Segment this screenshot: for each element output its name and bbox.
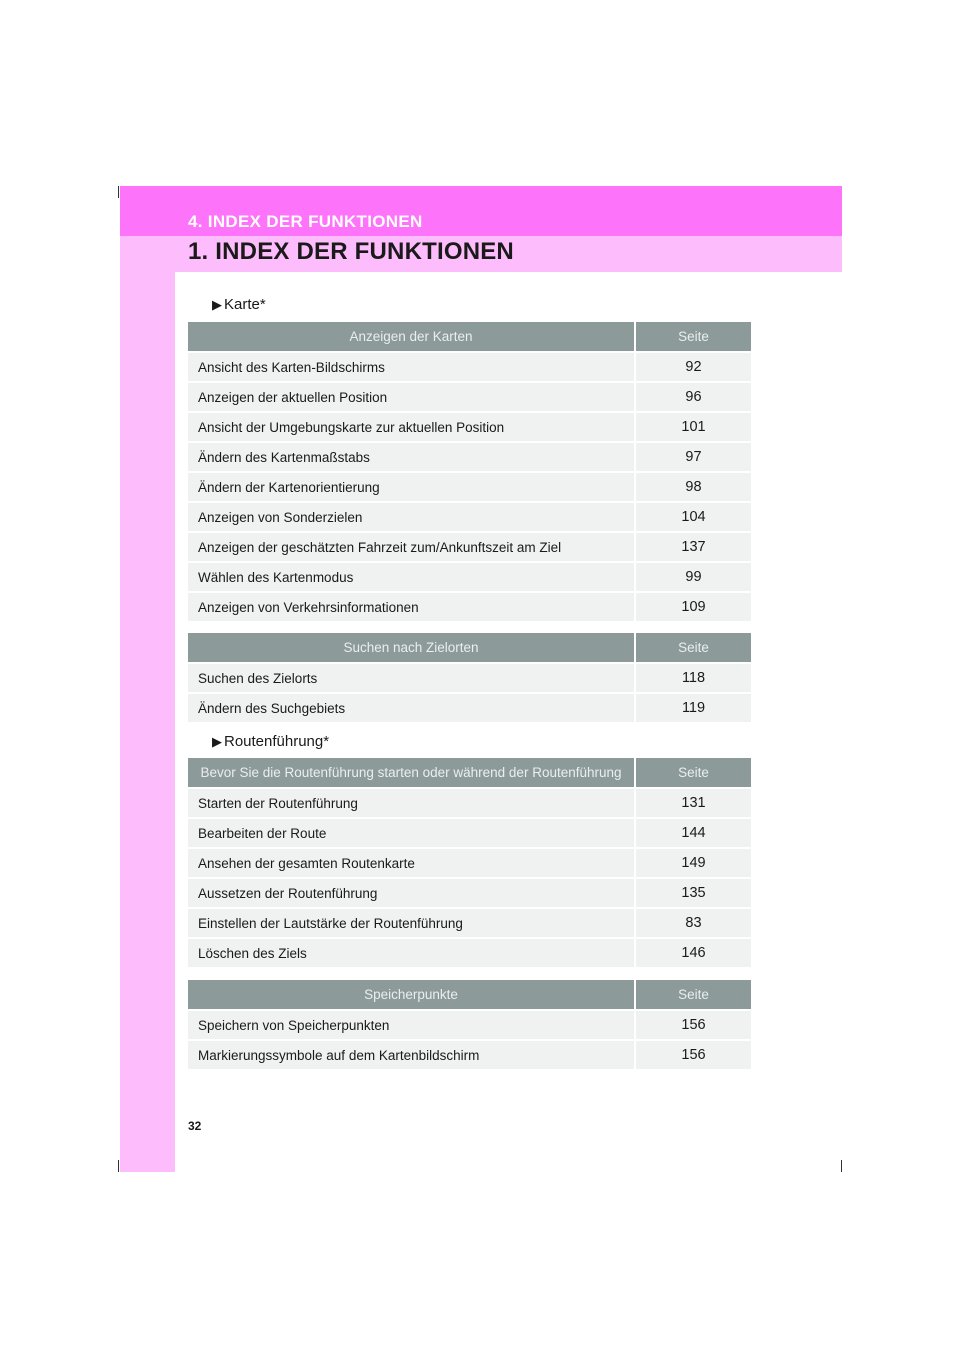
- page-title: 1. INDEX DER FUNKTIONEN: [188, 238, 514, 265]
- table-row: [188, 1010, 751, 1040]
- row-page: 101: [635, 412, 751, 442]
- column-header-topic: Bevor Sie die Routenführung starten oder während der Routenführung: [188, 758, 635, 788]
- column-header-page: Seite: [635, 322, 751, 352]
- row-topic: Aussetzen der Routenführung: [188, 878, 635, 908]
- triangle-right-icon: ▶: [212, 734, 222, 749]
- row-page: 109: [635, 592, 751, 621]
- column-header-topic: Suchen nach Zielorten: [188, 633, 635, 663]
- subhead-routenfuehrung-label: Routenführung*: [224, 733, 330, 750]
- table-row: [188, 562, 751, 592]
- row-topic: Ansehen der gesamten Routenkarte: [188, 848, 635, 878]
- table-row: [188, 502, 751, 532]
- row-topic: Markierungssymbole auf dem Kartenbildschirm: [188, 1040, 635, 1069]
- table-header-row: [188, 633, 751, 663]
- column-header-page: Seite: [635, 980, 751, 1010]
- table-header-row: [188, 322, 751, 352]
- table-row: [188, 412, 751, 442]
- column-header-page: Seite: [635, 758, 751, 788]
- table-suchen-nach-zielorten: [188, 633, 751, 722]
- row-page: 149: [635, 848, 751, 878]
- table-row: [188, 788, 751, 818]
- table-row: [188, 818, 751, 848]
- triangle-right-icon: ▶: [212, 297, 222, 312]
- row-page: 156: [635, 1010, 751, 1040]
- row-topic: Anzeigen der geschätzten Fahrzeit zum/Ankunftszeit am Ziel: [188, 532, 635, 562]
- row-page: 97: [635, 442, 751, 472]
- crop-mark-top-left: [118, 186, 119, 198]
- table-header-row: [188, 980, 751, 1010]
- page-number: 32: [188, 1119, 202, 1133]
- crop-mark-bottom-left: [118, 1160, 119, 1172]
- row-topic: Wählen des Kartenmodus: [188, 562, 635, 592]
- row-page: 104: [635, 502, 751, 532]
- row-topic: Ändern des Suchgebiets: [188, 693, 635, 722]
- table-row: [188, 382, 751, 412]
- table-anzeigen-der-karten: [188, 322, 751, 621]
- row-topic: Anzeigen von Verkehrsinformationen: [188, 592, 635, 621]
- table-speicherpunkte: [188, 980, 751, 1069]
- table-row: [188, 938, 751, 967]
- row-page: 118: [635, 663, 751, 693]
- row-topic: Löschen des Ziels: [188, 938, 635, 967]
- table-row: [188, 878, 751, 908]
- row-page: 146: [635, 938, 751, 967]
- row-topic: Starten der Routenführung: [188, 788, 635, 818]
- row-topic: Ansicht des Karten-Bildschirms: [188, 352, 635, 382]
- row-topic: Ändern der Kartenorientierung: [188, 472, 635, 502]
- side-strip: [120, 236, 175, 1172]
- table-row: [188, 472, 751, 502]
- row-topic: Speichern von Speicherpunkten: [188, 1010, 635, 1040]
- subhead-karte-label: Karte*: [224, 296, 266, 313]
- row-topic: Einstellen der Lautstärke der Routenführung: [188, 908, 635, 938]
- crop-mark-bottom-right: [841, 1160, 842, 1172]
- row-topic: Bearbeiten der Route: [188, 818, 635, 848]
- row-page: 119: [635, 693, 751, 722]
- column-header-topic: Anzeigen der Karten: [188, 322, 635, 352]
- row-topic: Anzeigen der aktuellen Position: [188, 382, 635, 412]
- subhead-routenfuehrung: [212, 733, 329, 750]
- row-page: 144: [635, 818, 751, 848]
- subhead-karte: [212, 296, 266, 313]
- table-row: [188, 352, 751, 382]
- table-row: [188, 1040, 751, 1069]
- table-row: [188, 592, 751, 621]
- section-label: 4. INDEX DER FUNKTIONEN: [188, 212, 423, 231]
- row-topic: Suchen des Zielorts: [188, 663, 635, 693]
- row-page: 99: [635, 562, 751, 592]
- row-page: 137: [635, 532, 751, 562]
- table-row: [188, 532, 751, 562]
- row-page: 96: [635, 382, 751, 412]
- table-routenfuehrung: [188, 758, 751, 967]
- row-page: 156: [635, 1040, 751, 1069]
- table-row: [188, 663, 751, 693]
- column-header-topic: Speicherpunkte: [188, 980, 635, 1010]
- row-page: 92: [635, 352, 751, 382]
- row-page: 135: [635, 878, 751, 908]
- row-page: 131: [635, 788, 751, 818]
- table-row: [188, 908, 751, 938]
- row-topic: Ansicht der Umgebungskarte zur aktuellen Position: [188, 412, 635, 442]
- table-row: [188, 693, 751, 722]
- table-header-row: [188, 758, 751, 788]
- row-topic: Ändern des Kartenmaßstabs: [188, 442, 635, 472]
- row-topic: Anzeigen von Sonderzielen: [188, 502, 635, 532]
- column-header-page: Seite: [635, 633, 751, 663]
- table-row: [188, 848, 751, 878]
- table-row: [188, 442, 751, 472]
- row-page: 83: [635, 908, 751, 938]
- row-page: 98: [635, 472, 751, 502]
